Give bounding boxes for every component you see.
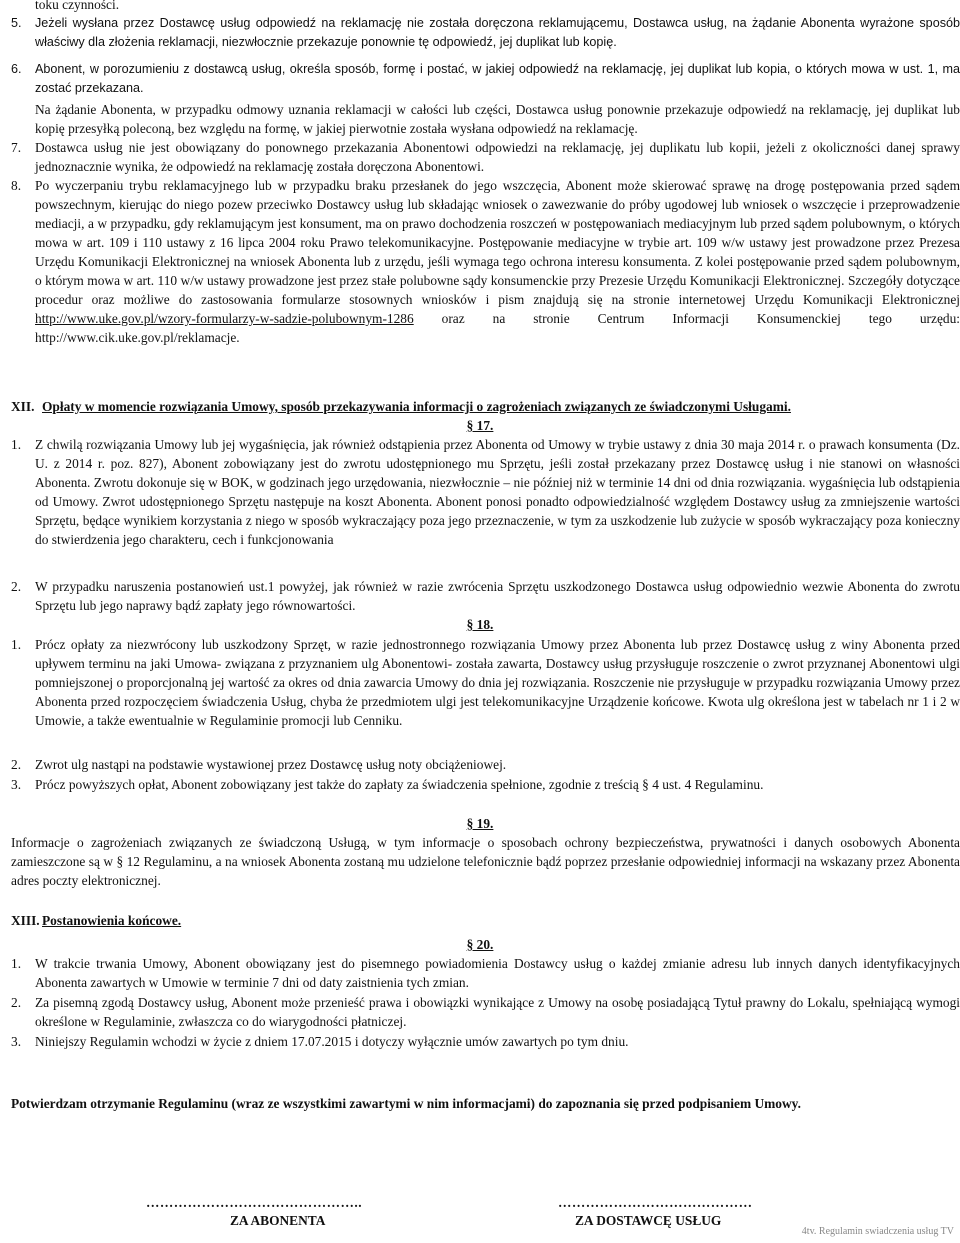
paragraph-8-tail: oraz na stronie Centrum Informacji Konsumenckiej tego urzędu: http://www.cik.uke.gov.pl/reklamacje. — [35, 311, 960, 345]
paragraph-20-3: Niniejszy Regulamin wchodzi w życie z dniem 17.07.2015 i dotyczy wyłącznie umów zawartych po tym dniu. — [35, 1034, 629, 1049]
page-footer: 4tv. Regulamin swiadczenia usług TV — [801, 1226, 954, 1237]
item-number: 2. — [11, 995, 22, 1010]
item-number: 8. — [11, 178, 22, 193]
item-number: 2. — [11, 757, 22, 772]
section-xiii-title-text: Postanowienia końcowe. — [42, 913, 182, 928]
item-number: 3. — [11, 777, 22, 792]
paragraph-20-2: Za pisemną zgodą Dostawcy usług, Abonent może przenieść prawa i obowiązki wynikające z Umowy na osobę posiadającą Tytuł prawny do Lokalu, spełniającą wymogi określone w Regulaminie, zwłaszcza co do wiarygodności płatniczej. — [35, 995, 960, 1029]
section-xiii-number: XIII. — [11, 913, 40, 928]
paragraph-7: Dostawca usług nie jest obowiązany do ponownego przekazania Abonentowi odpowiedzi na reklamację, jej duplikatu lub kopii, jeżeli z okoliczności danej sprawy jednoznacznie wynika, że odpowiedź na reklamację została doręczona Abonentowi. — [35, 140, 960, 174]
item-number: 1. — [11, 637, 22, 652]
paragraph-17-2: W przypadku naruszenia postanowień ust.1 powyżej, jak również w razie zwrócenia Sprzętu uszkodzonego Dostawca usług odpowiednio wezwie Abonenta do zwrotu Sprzętu lub jego naprawy bądź zapłaty jego równowartości. — [35, 579, 960, 613]
paragraph-20-1: W trakcie trwania Umowy, Abonent obowiązany jest do pisemnego powiadomienia Dostawcy usług o każdej zmianie adresu lub innych danych identyfikacyjnych Abonenta zawartych w Umowie w terminie 7 dni od daty zaistnienia tych zmian. — [35, 956, 960, 990]
item-number: 3. — [11, 1034, 22, 1049]
signature-label-dostawca: ZA DOSTAWCĘ USŁUG — [575, 1213, 722, 1228]
paragraph-5: Jeżeli wysłana przez Dostawcę usług odpowiedź na reklamację nie została doręczona reklamującemu, Dostawca usług, na żądanie Abonenta wyrażone sposób właściwy dla złożenia reklamacji, niezwłocznie przekazuje ponownie tę odpowiedź, jej duplikat lub kopię. — [35, 16, 960, 49]
section-xiii-title — [42, 911, 181, 930]
paragraph-19-text: Informacje o zagrożeniach związanych ze świadczoną Usługą, w tym informacje o sposobach ochrony bezpieczeństwa, prywatności i danych osobowych Abonenta zamieszczone są w § 12 Regulaminu, a na wniosek Abonenta zostaną mu udzielone telefonicznie bądź poprzez przesłanie odpowiedniej informacji na wskazany przez Abonenta adres poczty elektronicznej. — [11, 835, 960, 888]
paragraph-18-1: Prócz opłaty za niezwrócony lub uszkodzony Sprzęt, w razie jednostronnego rozwiązania Umowy przez Abonenta lub przez Dostawcę usług z winy Abonenta przed upływem terminu na jaki Umowa- związana z przyznaniem ulg Abonentowi- została zawarta, Dostawcy usług przysługuje roszczenie o zwrot przyznanej Abonentowi ulgi pomniejszonej o proporcjonalną jej wartość za okres od dnia zawarcia Umowy do dnia jej rozwiązania. Roszczenie nie przysługuje w przypadku rozwiązania Umowy przez Abonenta przed rozpoczęciem świadczenia Usług, chyba że przedmiotem ulgi jest telekomunikacyjne Urządzenie końcowe. Kwota ulg określona jest w tabelach nr 1 i 2 w Umowie, a także ewentualnie w Regulaminie promocji lub Cenniku. — [35, 637, 960, 728]
paragraph-18-3: Prócz powyższych opłat, Abonent zobowiązany jest także do zapłaty za świadczenia spełnione, zgodnie z treścią § 4 ust. 4 Regulaminu. — [35, 777, 764, 792]
item-number: 2. — [11, 579, 22, 594]
paragraph-20-heading: § 20. — [466, 937, 494, 952]
paragraph-6b: Na żądanie Abonenta, w przypadku odmowy uznania reklamacji w całości lub części, Dostawca usług ponownie przekazuje odpowiedź na reklamację, jej duplikat lub kopię przesyłką poleconą, bez względu na formę, w jakiej pierwotnie została wysłana odpowiedź na reklamację. — [35, 102, 960, 136]
item-number: 7. — [11, 140, 22, 155]
uke-form-link[interactable]: http://www.uke.gov.pl/wzory-formularzy-w-sadzie-polubownym-1286 — [35, 311, 414, 326]
paragraph-8-text: Po wyczerpaniu trybu reklamacyjnego lub w przypadku braku przesłanek do jego wszczęcia, Abonent może skierować sprawę na drogę postępowania przed sądem powszechnym, kierując do niego pozew przeciwko Dostawcy usług lub składając wniosek o zawezwanie do próby ugodowej lub wniosek o wszczęcie i przeprowadzenie mediacji, a w przypadku, gdy reklamującym jest konsument, ma on prawo dochodzenia roszczeń w postępowaniach mediacyjnym lub przed sądem polubownym, o których mowa w art. 109 i 110 ustawy z 16 lipca 2004 roku Prawo telekomunikacyjne. Postępowanie mediacyjne w trybie art. 109 w/w ustawy jest prowadzone przez Prezesa Urzędu Komunikacji Elektronicznej na wniosek Abonenta lub z urzędu, jeśli wymaga tego ochrona interesu konsumenta. Z kolei postępowanie przed sądem polubownym, o którym mowa w art. 110 w/w ustawy prowadzone jest przez stałe polubowne sądy konsumenckie przy Prezesie Urzędu Komunikacji Elektronicznej. Szczegóły dotyczące procedur oraz możliwe do zastosowania formularze stosownych wniosków i pism znajdują się na stronie internetowej Urzędu Komunikacji Elektronicznej — [35, 178, 960, 307]
item-number: 6. — [11, 62, 22, 76]
paragraph-19-heading: § 19. — [466, 816, 494, 831]
item-number: 1. — [11, 956, 22, 971]
signature-label-abonent: ZA ABONENTA — [230, 1213, 326, 1228]
section-xii-number: XII. — [11, 399, 35, 414]
paragraph-17-1: Z chwilą rozwiązania Umowy lub jej wygaśnięcia, jak również odstąpienia przez Abonenta od Umowy w trybie ustawy z dnia 30 maja 2014 r. o prawach konsumenta (Dz. U. z 2014 r. poz. 827), Abonent zobowiązany jest do zwrotu udostępnionego mu Sprzętu, jeśli został przekazany przez Dostawcę usług i nie stanowi on własności Abonenta. Zwrotu dokonuje się w BOK, w godzinach jego urzędowania, niezwłocznie – nie później niż w terminie 14 dni od dnia rozwiązania. wygaśnięcia lub odstąpienia od Umowy. Zwrot udostępnionego Sprzętu następuje na koszt Abonenta. Abonent ponosi ponadto odpowiedzialność względem Dostawcy usług za zmniejszenie wartości Sprzętu, będące wynikiem korzystania z niego w sposób wykraczający poza jego przeznaczenie, w tym za uszkodzenie lub zużycie w sposób wykraczający poza konieczny do stwierdzenia jego charakteru, cech i funkcjonowania — [35, 437, 960, 547]
confirmation-statement: Potwierdzam otrzymanie Regulaminu (wraz ze wszystkimi zawartymi w nim informacjami) do zapoznania się przed podpisaniem Umowy. — [11, 1096, 801, 1111]
section-xii-title — [42, 397, 791, 416]
item-number: 5. — [11, 16, 22, 30]
item-number: 1. — [11, 437, 22, 452]
signature-line-dostawca: …………………………………… — [558, 1195, 753, 1210]
paragraph-17-heading: § 17. — [466, 418, 494, 433]
paragraph-18-2: Zwrot ulg nastąpi na podstawie wystawionej przez Dostawcę usług noty obciążeniowej. — [35, 757, 507, 772]
signature-line-abonent: ……………………………………….. — [146, 1195, 363, 1210]
paragraph-6a: Abonent, w porozumieniu z dostawcą usług, określa sposób, formę i postać, w jakiej odpowiedź na reklamację, jej duplikat lub kopia, o których mowa w ust. 1, ma zostać przekazana. — [35, 62, 960, 95]
paragraph-8 — [35, 176, 960, 347]
paragraph-18-heading: § 18. — [466, 617, 494, 632]
section-xii-title-text: Opłaty w momencie rozwiązania Umowy, sposób przekazywania informacji o zagrożeniach związanych ze świadczonymi Usługami. — [42, 399, 791, 414]
continued-text: toku czynności. — [35, 0, 120, 12]
